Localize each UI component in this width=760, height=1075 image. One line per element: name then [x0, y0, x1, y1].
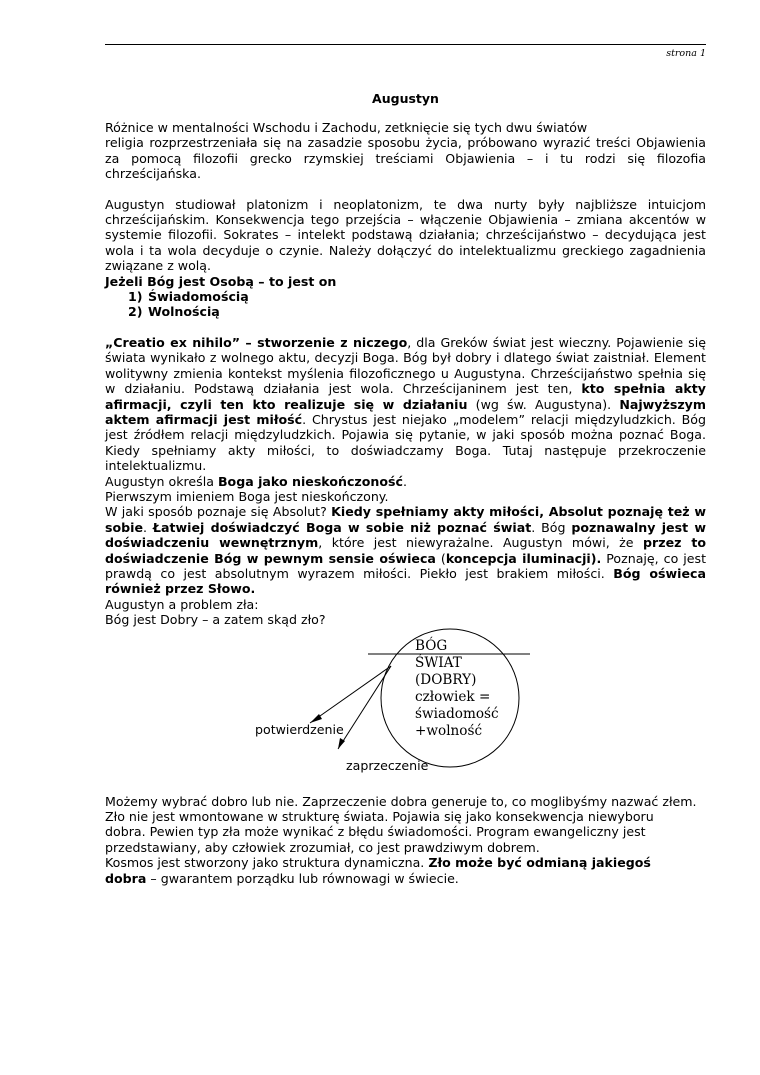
- circle-line: świadomość: [415, 705, 499, 722]
- circle-line: ŚWIAT: [415, 654, 462, 671]
- arrow-deny-line: [338, 666, 391, 749]
- text-line: dobra – gwarantem porządku lub równowagi w świecie.: [105, 870, 459, 886]
- label-denial: zaprzeczenie: [346, 757, 429, 773]
- paragraph-infinity: Augustyn określa Boga jako nieskończoność.: [105, 473, 408, 489]
- arrow-affirm-line: [310, 666, 391, 723]
- circle-line: człowiek =: [415, 688, 491, 705]
- label-affirmation: potwierdzenie: [255, 721, 344, 737]
- person-attributes-list: [105, 289, 706, 320]
- circle-line: BÓG: [415, 637, 448, 654]
- header-rule: [105, 44, 706, 45]
- circle-label: [415, 638, 499, 740]
- circle-line: +wolność: [415, 722, 483, 739]
- document-body: [105, 120, 706, 886]
- person-heading: Jeżeli Bóg jest Osobą – to jest on: [105, 273, 337, 289]
- text-line: Możemy wybrać dobro lub nie. Zaprzeczenie dobra generuje to, co moglibyśmy nazwać złem.: [105, 793, 697, 809]
- paragraph-knowing-absolute: W jaki sposób poznaje się Absolut? Kiedy spełniamy akty miłości, Absolut poznaję też w sobie. Łatwiej doświadczyć Boga w sobie niż poznać świat. Bóg poznawalny jest w doświadczeniu wewnętrznym, które jest niewyrażalne. Augustyn mówi, że przez to doświadczenie Bóg w pewnym sensie oświeca (koncepcja iluminacji). Poznaję, co jest prawdą co jest absolutnym wyrazem miłości. Piekło jest brakiem miłości. Bóg oświeca również przez Słowo.: [105, 504, 707, 597]
- page-number: strona 1: [666, 48, 706, 59]
- paragraph-conclusion: [105, 794, 706, 886]
- paragraph-first-name: Pierwszym imieniem Boga jest nieskończony.: [105, 488, 389, 504]
- paragraph-creatio: „Creatio ex nihilo” – stworzenie z niczego, dla Greków świat jest wieczny. Pojawienie się świata wynikało z wolnego aktu, decyzji Boga. Bóg był dobry i dlatego świat zaistniał. Element wolitywny zmienia kontekst myślenia filozoficznego u Augustyna. Chrześcijaństwo spełnia się w działaniu. Podstawą działania jest wola. Chrześcijaninem jest ten, kto spełnia akty afirmacji, czyli ten kto realizuje się w działaniu (wg św. Augustyna). Najwyższym aktem afirmacji jest miłość. Chrystus jest niejako „modelem” relacji międzyludzkich. Bóg jest źródłem relacji międzyludzkich. Pojawia się pytanie, w jaki sposób można poznać Boga. Kiedy spełniamy akty miłości, to doświadczamy Boga. Tutaj następuje przekroczenie intelektualizmu.: [105, 334, 706, 474]
- text-line: Zło nie jest wmontowane w strukturę świata. Pojawia się jako konsekwencja niewyboru: [105, 809, 654, 824]
- evil-problem-question: Bóg jest Dobry – a zatem skąd zło?: [105, 612, 326, 628]
- paragraph-augustine-studies: Augustyn studiował platonizm i neoplatonizm, te dwa nurty były najbliższe intuicjom chrześcijańskim. Konsekwencja tego przejścia – włączenie Objawienia – zmiana akcentów w systemie filozofii. Sokrates – intelekt podstawą działania; chrześcijaństwo – decydująca jest wola i ta wola decyduje o czynie. Należy dołączyć do intelektualizmu greckiego zagadnienia związane z wolą.: [105, 196, 706, 274]
- evil-problem-heading: Augustyn a problem zła:: [105, 596, 259, 612]
- text-line: przedstawiany, aby człowiek zrozumiał, co jest prawdziwym dobrem.: [105, 839, 540, 855]
- paragraph-intro-line: Różnice w mentalności Wschodu i Zachodu, zetknięcie się tych dwu światów: [105, 120, 588, 135]
- list-item: 1) Świadomością: [128, 289, 249, 305]
- good-evil-diagram: [105, 628, 706, 794]
- list-item: 2) Wolnością: [128, 304, 220, 320]
- paragraph-intro: religia rozprzestrzeniała się na zasadzie sposobu życia, próbowano wyrazić treści Objawienia za pomocą filozofii grecko rzymskiej treściami Objawienia – i tu rodzi się filozofia chrześcijańska.: [105, 135, 706, 182]
- circle-line: (DOBRY): [415, 671, 477, 688]
- text-line: Kosmos jest stworzony jako struktura dynamiczna. Zło może być odmianą jakiegoś: [105, 855, 651, 871]
- text-line: dobra. Pewien typ zła może wynikać z błędu świadomości. Program ewangeliczny jest: [105, 824, 646, 840]
- document-title: Augustyn: [372, 91, 439, 106]
